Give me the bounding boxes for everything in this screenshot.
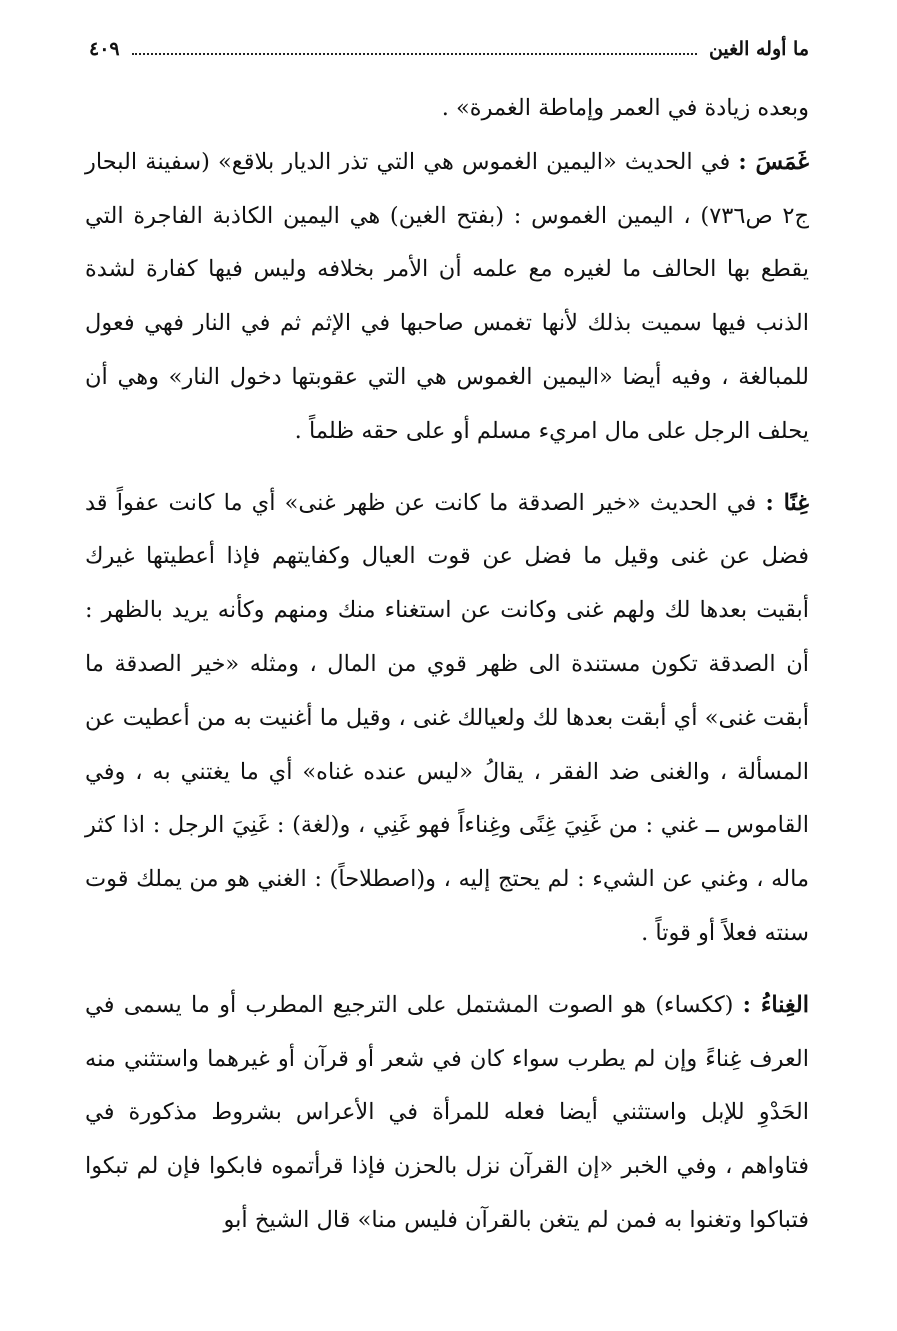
entry-ghamasa (85, 136, 809, 459)
entry-ghina (85, 477, 809, 961)
entry-text: في الحديث «خير الصدقة ما كانت عن ظهر غنى» أي ما كانت عفواً قد فضل عن غنى وقيل ما فضل عن قوت العيال وكفايتهم فإذا أعطيتها غيرك أبقيت بعدها لك ولهم غنى وكانت عن استغناء منك ومنهم وكأنه يريد بالظهر : أن الصدقة تكون مستندة الى ظهر قوي من المال ، ومثله «خير الصدقة ما أبقت غنى» أي أبقت بعدها لك ولعيالك غنى ، وقيل ما أغنيت به من أعطيت عن المسألة ، والغنى ضد الفقر ، يقالُ «ليس عنده غناه» أي ما يغتني به ، وفي القاموس ــ غني : من غَنِيَ غِنًى وغِناءاً فهو غَنِي ، و(لغة) : غَنِيَ الرجل : اذا كثر ماله ، وغني عن الشيء : لم يحتج إليه ، و(اصطلاحاً) : الغني هو من يملك قوت سنته فعلاً أو قوتاً . (85, 489, 809, 946)
leader-dots (132, 53, 697, 55)
page-number: ٤٠٩ (89, 38, 120, 60)
entry-text: (ككساء) هو الصوت المشتمل على الترجيع المطرب أو ما يسمى في العرف غِناءً وإن لم يطرب سواء كان في شعر أو قرآن أو غيرهما واستثني منه الحَدْوِ للإبل واستثني أيضا فعله للمرأة في الأعراس بشروط مذكورة في فتاواهم ، وفي الخبر «إن القرآن نزل بالحزن فإذا قرأتموه فابكوا فإن لم تبكوا فتباكوا وتغنوا به فمن لم يتغن بالقرآن فليس منا» قال الشيخ أبو (85, 991, 809, 1233)
running-header (89, 36, 809, 62)
dictionary-body (85, 82, 809, 1248)
entry-al-ghina (85, 979, 809, 1248)
entry-text: في الحديث «اليمين الغموس هي التي تذر الديار بلاقع» (سفينة البحار ج٢ ص٧٣٦) ، اليمين الغموس : (بفتح الغين) هي اليمين الكاذبة الفاجرة التي يقطع بها الحالف ما لغيره مع علمه أن الأمر بخلافه وليس فيها كفارة لشدة الذنب فيها سميت بذلك لأنها تغمس صاحبها في الإثم ثم في النار فهي فعول للمبالغة ، وفيه أيضا «اليمين الغموس هي التي عقوبتها دخول النار» وهي أن يحلف الرجل على مال امريء مسلم أو على حقه ظلماً . (85, 148, 810, 444)
entry-headword: الغِناءُ : (742, 991, 810, 1018)
header-title: ما أوله الغين (708, 38, 809, 60)
paragraph-text: وبعده زيادة في العمر وإماطة الغمرة» . (441, 95, 809, 121)
entry-headword: غَمَسَ : (738, 148, 809, 175)
continued-paragraph (85, 82, 809, 136)
entry-headword: غِنًا : (765, 489, 809, 516)
